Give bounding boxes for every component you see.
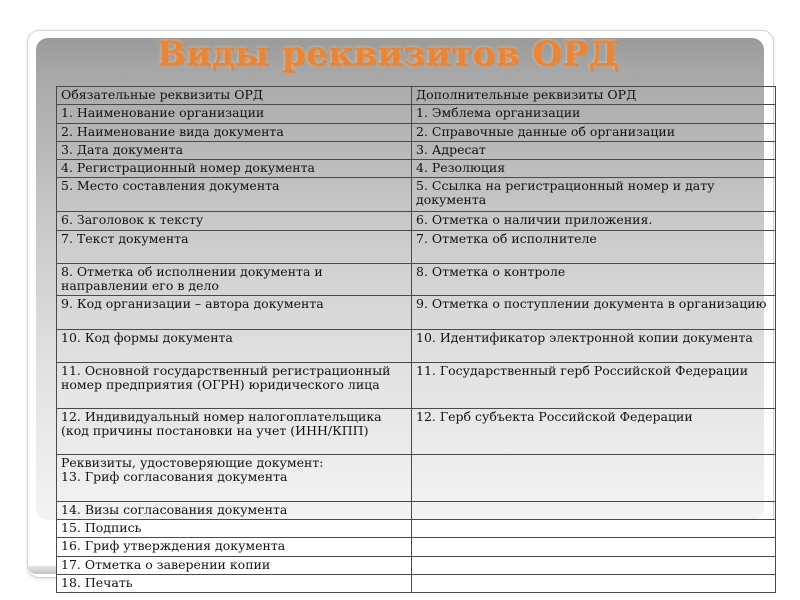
table-row [57,330,776,363]
additional-requisite-cell [412,575,776,593]
mandatory-requisite-cell: 4. Регистрационный номер документа [57,160,412,178]
mandatory-requisite-cell: 3. Дата документа [57,142,412,160]
additional-requisite-cell: 2. Справочные данные об организации [412,124,776,142]
mandatory-requisite-cell: 7. Текст документа [57,231,412,264]
table-row [57,105,776,124]
additional-requisite-cell: 10. Идентификатор электронной копии документа [412,330,776,363]
mandatory-requisite-cell: 16. Гриф утверждения документа [57,538,412,557]
mandatory-requisite-cell: 11. Основной государственный регистрационный номер предприятия (ОГРН) юридического лица [57,363,412,409]
requisites-table [56,86,776,593]
table-row [57,178,776,212]
table-header-row [57,87,776,105]
additional-requisite-cell: 9. Отметка о поступлении документа в организацию [412,296,776,330]
table-row [57,455,776,502]
additional-requisite-cell: 4. Резолюция [412,160,776,178]
table-row [57,409,776,455]
table-row [57,212,776,231]
table-row [57,160,776,178]
additional-requisite-cell [412,557,776,575]
table-row [57,538,776,557]
mandatory-requisite-cell: 18. Печать [57,575,412,593]
additional-requisite-cell: 11. Государственный герб Российской Федерации [412,363,776,409]
table-row [57,502,776,520]
additional-requisite-cell: 3. Адресат [412,142,776,160]
additional-requisite-cell: 7. Отметка об исполнителе [412,231,776,264]
header-additional: Дополнительные реквизиты ОРД [412,87,776,105]
mandatory-requisite-cell: 17. Отметка о заверении копии [57,557,412,575]
table-row [57,363,776,409]
additional-requisite-cell: 5. Ссылка на регистрационный номер и дату документа [412,178,776,212]
additional-requisite-cell: 8. Отметка о контроле [412,264,776,296]
table-row [57,124,776,142]
table-row [57,296,776,330]
additional-requisite-cell [412,502,776,520]
mandatory-requisite-cell: Реквизиты, удостоверяющие документ: 13. Гриф согласования документа [57,455,412,502]
mandatory-requisite-cell: 12. Индивидуальный номер налогоплательщика (код причины постановки на учет (ИНН/КПП) [57,409,412,455]
additional-requisite-cell: 12. Герб субъекта Российской Федерации [412,409,776,455]
table-row [57,557,776,575]
mandatory-requisite-cell: 14. Визы согласования документа [57,502,412,520]
slide-title: Виды реквизитов ОРД [156,34,620,74]
table-row [57,520,776,538]
mandatory-requisite-cell: 6. Заголовок к тексту [57,212,412,231]
table-body [57,105,776,593]
mandatory-requisite-cell: 10. Код формы документа [57,330,412,363]
mandatory-requisite-cell: 15. Подпись [57,520,412,538]
header-mandatory: Обязательные реквизиты ОРД [57,87,412,105]
additional-requisite-cell: 1. Эмблема организации [412,105,776,124]
mandatory-requisite-cell: 5. Место составления документа [57,178,412,212]
table-row [57,231,776,264]
table-row [57,142,776,160]
mandatory-requisite-cell: 9. Код организации – автора документа [57,296,412,330]
table-row [57,264,776,296]
table-row [57,575,776,593]
additional-requisite-cell [412,520,776,538]
mandatory-requisite-cell: 1. Наименование организации [57,105,412,124]
additional-requisite-cell [412,455,776,502]
mandatory-requisite-cell: 8. Отметка об исполнении документа и направлении его в дело [57,264,412,296]
mandatory-requisite-cell: 2. Наименование вида документа [57,124,412,142]
additional-requisite-cell [412,538,776,557]
additional-requisite-cell: 6. Отметка о наличии приложения. [412,212,776,231]
